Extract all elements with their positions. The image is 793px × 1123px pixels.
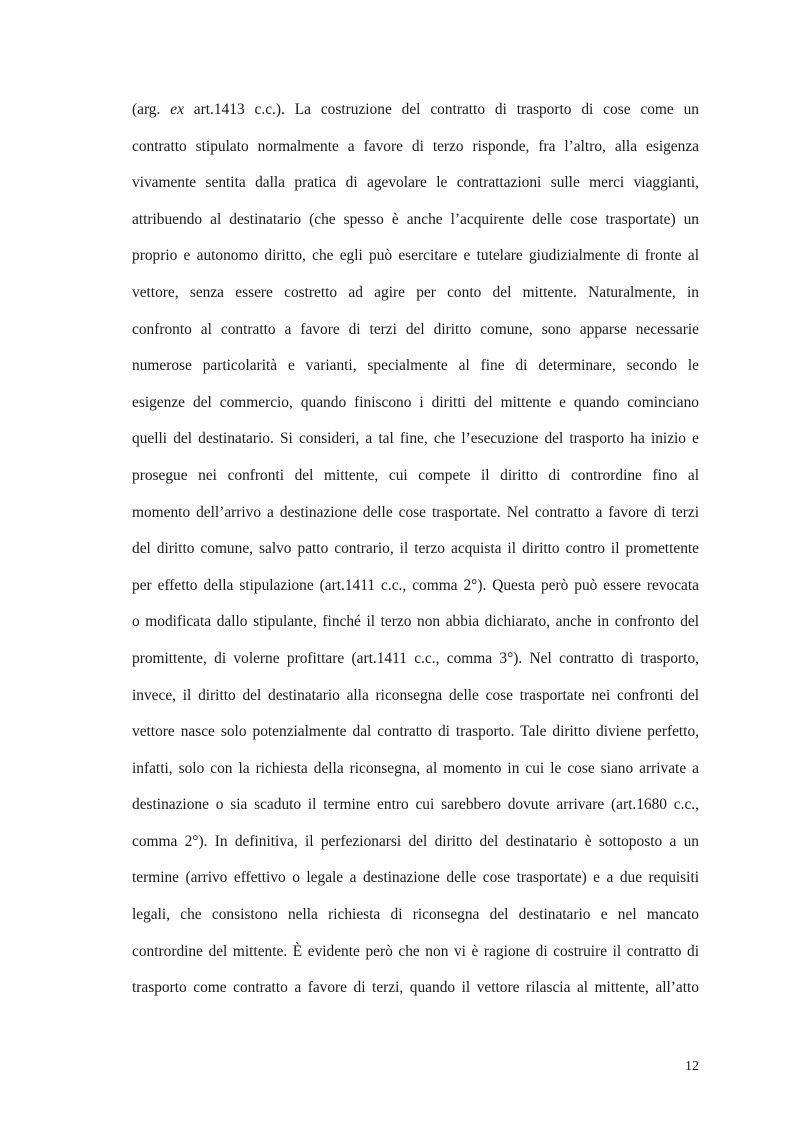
text-line: invece, il diritto del destinatario alla riconsegna delle cose trasportate nei confronti del bbox=[132, 686, 699, 704]
text-line: legali, che consistono nella richiesta di riconsegna del destinatario e nel mancato bbox=[132, 906, 699, 924]
text-line: momento dell’arrivo a destinazione delle cose trasportate. Nel contratto a favore di terzi bbox=[132, 503, 699, 521]
text-line: numerose particolarità e varianti, specialmente al fine di determinare, secondo le bbox=[132, 357, 699, 375]
text-line: termine (arrivo effettivo o legale a destinazione delle cose trasportate) e a due requisiti bbox=[132, 869, 699, 887]
text-line: contrordine del mittente. È evidente però che non vi è ragione di costruire il contratto di bbox=[132, 942, 699, 960]
text-line: prosegue nei confronti del mittente, cui compete il diritto di contrordine fino al bbox=[132, 466, 699, 484]
text-line: (arg. ex art.1413 c.c.). La costruzione del contratto di trasporto di cose come un bbox=[132, 101, 699, 118]
text-line: destinazione o sia scaduto il termine entro cui sarebbero dovute arrivare (art.1680 c.c., bbox=[132, 796, 699, 814]
text-line: o modificata dallo stipulante, finché il terzo non abbia dichiarato, anche in confronto del bbox=[132, 613, 699, 631]
text-line: vettore, senza essere costretto ad agire per conto del mittente. Naturalmente, in bbox=[132, 283, 699, 301]
text-line: vivamente sentita dalla pratica di agevolare le contrattazioni sulle merci viaggianti, bbox=[132, 174, 699, 192]
text-line: confronto al contratto a favore di terzi del diritto comune, sono apparse necessarie bbox=[132, 320, 699, 338]
text-line: trasporto come contratto a favore di terzi, quando il vettore rilascia al mittente, all’atto bbox=[132, 979, 699, 997]
text-line: contratto stipulato normalmente a favore di terzo risponde, fra l’altro, alla esigenza bbox=[132, 137, 699, 155]
body-text bbox=[132, 92, 699, 1007]
text-line: quelli del destinatario. Si consideri, a tal fine, che l’esecuzione del trasporto ha inizio e bbox=[132, 430, 699, 448]
text-line: attribuendo al destinatario (che spesso è anche l’acquirente delle cose trasportate) un bbox=[132, 210, 699, 228]
text-line: vettore nasce solo potenzialmente dal contratto di trasporto. Tale diritto diviene perfetto, bbox=[132, 723, 699, 741]
text-line: esigenze del commercio, quando finiscono i diritti del mittente e quando cominciano bbox=[132, 393, 699, 411]
text-line: infatti, solo con la richiesta della riconsegna, al momento in cui le cose siano arrivate a bbox=[132, 759, 699, 777]
text-line: proprio e autonomo diritto, che egli può esercitare e tutelare giudizialmente di fronte al bbox=[132, 247, 699, 265]
text-line: promittente, di volerne profittare (art.1411 c.c., comma 3°). Nel contratto di trasporto, bbox=[132, 649, 699, 667]
page-number: 12 bbox=[685, 1059, 699, 1074]
text-line: per effetto della stipulazione (art.1411 c.c., comma 2°). Questa però può essere revocata bbox=[132, 576, 699, 594]
text-line: comma 2°). In definitiva, il perfezionarsi del diritto del destinatario è sottoposto a un bbox=[132, 832, 699, 850]
text-line: del diritto comune, salvo patto contrario, il terzo acquista il diritto contro il promettente bbox=[132, 540, 699, 558]
italic-ex: ex bbox=[170, 101, 184, 118]
